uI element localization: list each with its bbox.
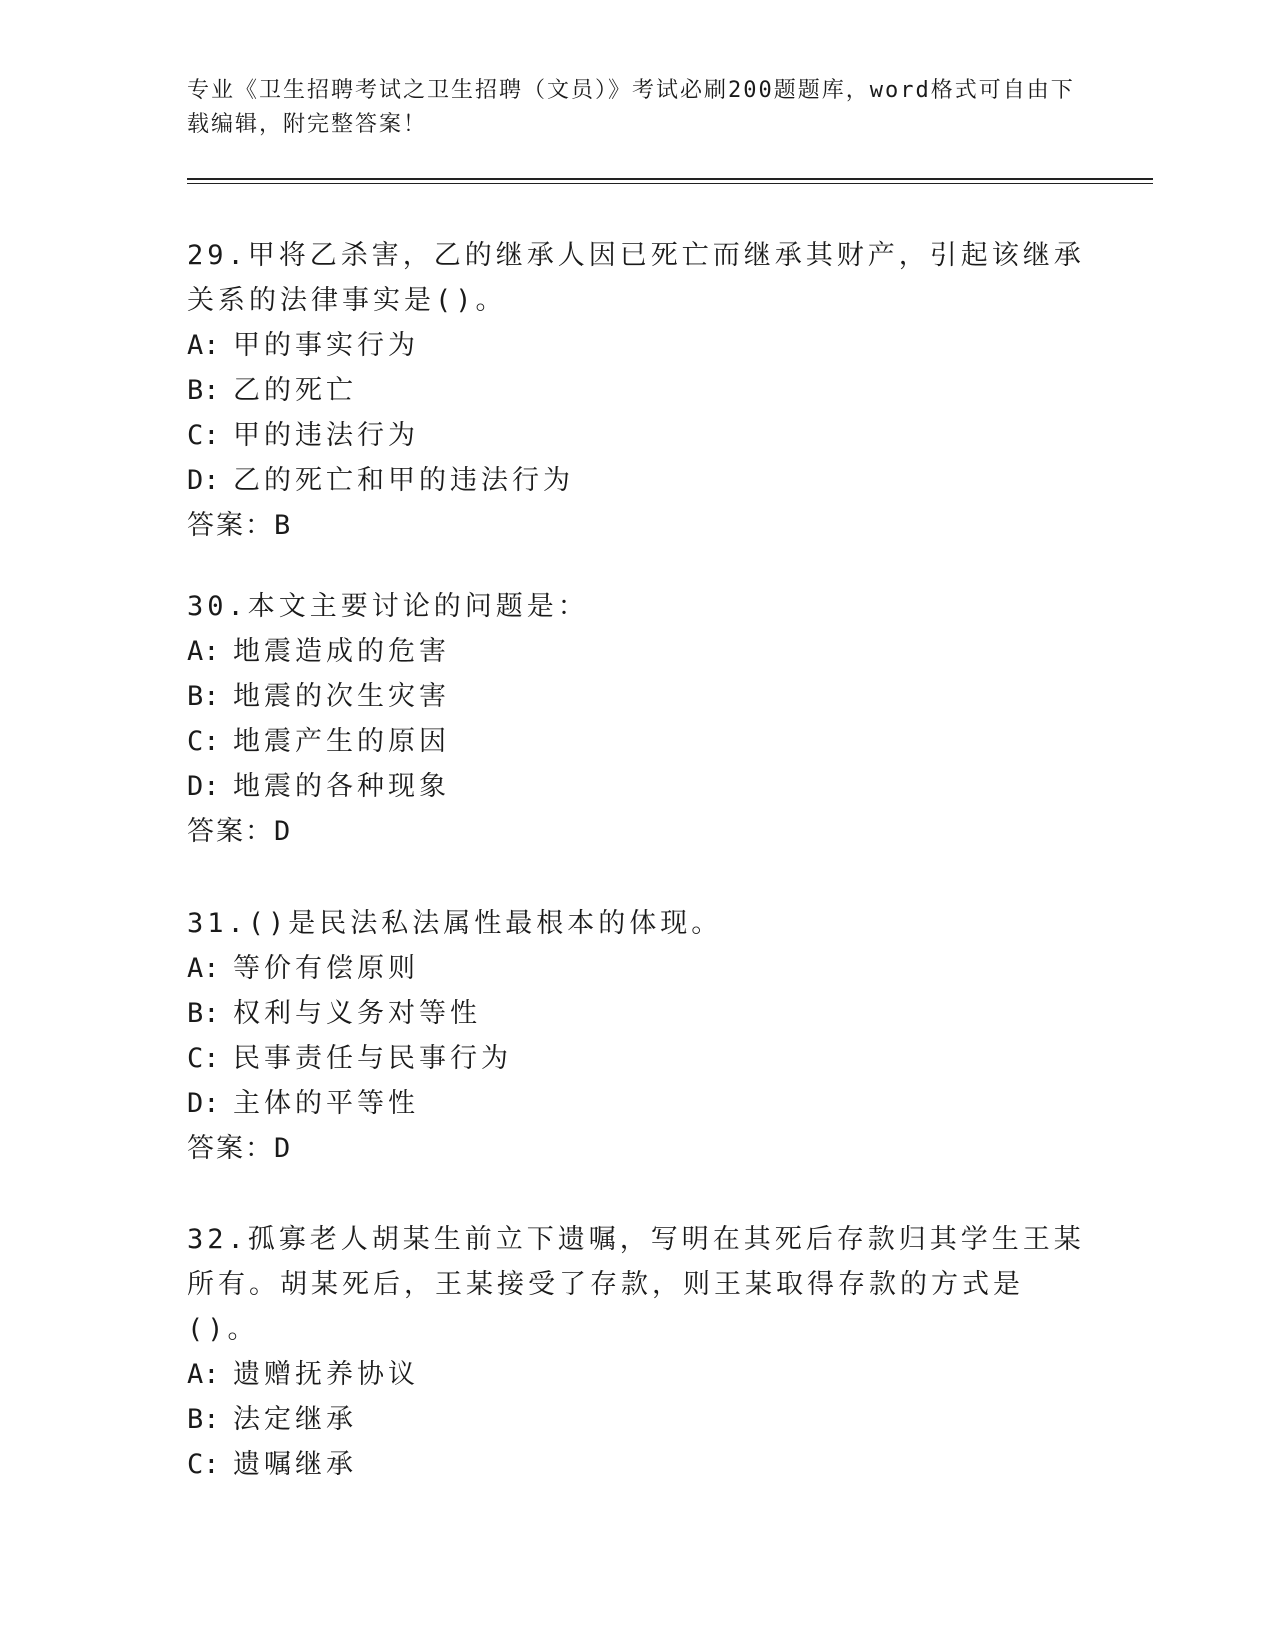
option-key: A: xyxy=(187,1359,220,1390)
option-c xyxy=(187,413,1087,458)
document-header: 专业《卫生招聘考试之卫生招聘（文员）》考试必刷200题题库，word格式可自由下载编辑，附完整答案！ xyxy=(187,78,1075,137)
answer-line xyxy=(187,809,1087,854)
option-key: D: xyxy=(187,1088,220,1119)
option-text: 乙的死亡和甲的违法行为 xyxy=(233,465,574,496)
option-text: 地震造成的危害 xyxy=(233,636,450,667)
question-stem: 29.甲将乙杀害，乙的继承人因已死亡而继承其财产，引起该继承关系的法律事实是()。 xyxy=(187,240,1085,316)
option-c xyxy=(187,1036,1087,1081)
option-key: B: xyxy=(187,375,220,406)
question-stem: 30.本文主要讨论的问题是： xyxy=(187,591,589,622)
option-key: C: xyxy=(187,1449,220,1480)
answer-line xyxy=(187,503,1087,548)
option-b xyxy=(187,1397,1087,1442)
answer-label: 答案： xyxy=(187,510,274,541)
option-d xyxy=(187,458,1087,503)
option-a xyxy=(187,1352,1087,1397)
answer-label: 答案： xyxy=(187,1133,274,1164)
question-32 xyxy=(187,1217,1087,1487)
option-text: 遗嘱继承 xyxy=(233,1449,357,1480)
option-key: B: xyxy=(187,1404,220,1435)
answer-value: B xyxy=(274,510,293,541)
option-d xyxy=(187,764,1087,809)
option-key: A: xyxy=(187,330,220,361)
option-key: A: xyxy=(187,636,220,667)
option-text: 乙的死亡 xyxy=(233,375,357,406)
header-divider-thin xyxy=(187,183,1153,184)
option-text: 法定继承 xyxy=(233,1404,357,1435)
option-a xyxy=(187,629,1087,674)
option-text: 遗赠抚养协议 xyxy=(233,1359,419,1390)
option-d xyxy=(187,1081,1087,1126)
option-text: 甲的事实行为 xyxy=(233,330,419,361)
option-text: 地震的各种现象 xyxy=(233,771,450,802)
option-key: D: xyxy=(187,771,220,802)
option-text: 等价有偿原则 xyxy=(233,953,419,984)
question-29 xyxy=(187,233,1087,548)
option-text: 地震的次生灾害 xyxy=(233,681,450,712)
option-b xyxy=(187,991,1087,1036)
option-key: C: xyxy=(187,420,220,451)
answer-value: D xyxy=(274,1133,293,1164)
option-a xyxy=(187,946,1087,991)
question-30 xyxy=(187,584,1087,854)
option-key: C: xyxy=(187,1043,220,1074)
question-stem: 31.()是民法私法属性最根本的体现。 xyxy=(187,908,723,939)
option-text: 权利与义务对等性 xyxy=(233,998,481,1029)
option-text: 主体的平等性 xyxy=(233,1088,419,1119)
answer-line xyxy=(187,1126,1087,1171)
answer-value: D xyxy=(274,816,293,847)
question-stem: 32.孤寡老人胡某生前立下遗嘱，写明在其死后存款归其学生王某所有。胡某死后，王某接受了存款，则王某取得存款的方式是()。 xyxy=(187,1224,1085,1345)
option-text: 甲的违法行为 xyxy=(233,420,419,451)
option-key: D: xyxy=(187,465,220,496)
option-key: A: xyxy=(187,953,220,984)
answer-label: 答案： xyxy=(187,816,274,847)
option-key: B: xyxy=(187,998,220,1029)
option-b xyxy=(187,368,1087,413)
option-b xyxy=(187,674,1087,719)
option-c xyxy=(187,719,1087,764)
option-text: 地震产生的原因 xyxy=(233,726,450,757)
option-text: 民事责任与民事行为 xyxy=(233,1043,512,1074)
option-key: C: xyxy=(187,726,220,757)
header-divider-thick xyxy=(187,178,1153,180)
question-31 xyxy=(187,901,1087,1171)
option-a xyxy=(187,323,1087,368)
option-c xyxy=(187,1442,1087,1487)
option-key: B: xyxy=(187,681,220,712)
